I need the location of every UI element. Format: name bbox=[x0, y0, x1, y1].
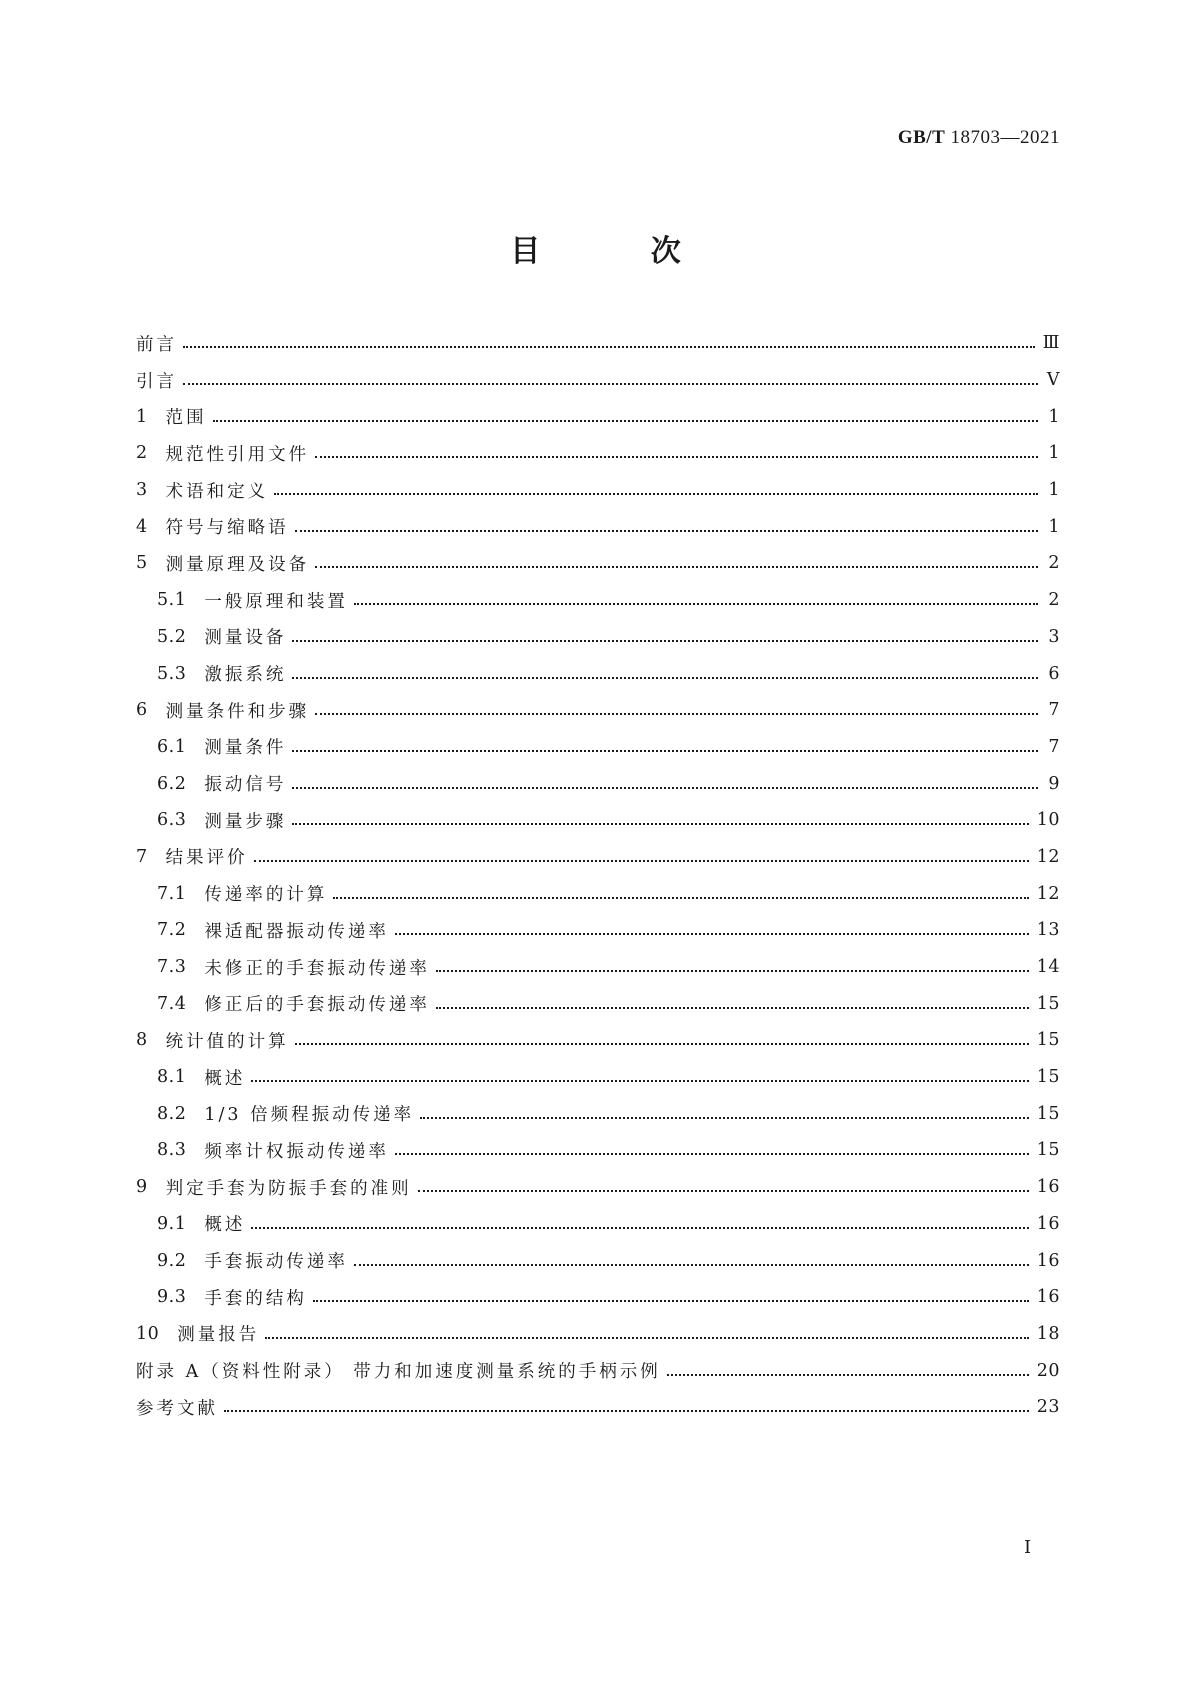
toc-entry-page: 15 bbox=[1036, 1030, 1060, 1051]
toc-entry-page: 15 bbox=[1036, 993, 1060, 1014]
toc-dot-leader bbox=[292, 677, 1038, 679]
toc-dot-leader bbox=[395, 1153, 1029, 1155]
toc-entry-label: 测量步骤 bbox=[204, 811, 287, 832]
toc-dot-leader bbox=[354, 603, 1038, 605]
toc-entry-number: 4 bbox=[136, 516, 148, 537]
toc-dot-leader bbox=[420, 1117, 1029, 1119]
toc-entry-page: 7 bbox=[1048, 736, 1060, 757]
toc-entry[interactable] bbox=[136, 765, 1060, 802]
toc-dot-leader bbox=[292, 640, 1038, 642]
toc-dot-leader bbox=[292, 823, 1028, 825]
toc-entry-page: 18 bbox=[1036, 1323, 1060, 1344]
toc-entry[interactable] bbox=[136, 508, 1060, 545]
toc-dot-leader bbox=[295, 1043, 1029, 1045]
toc-entry-label: 统计值的计算 bbox=[165, 1031, 289, 1052]
toc-dot-leader bbox=[667, 1374, 1029, 1376]
toc-entry-page: 16 bbox=[1036, 1250, 1060, 1271]
toc-entry-page: 7 bbox=[1048, 700, 1060, 721]
toc-entry-number: 9.2 bbox=[157, 1250, 187, 1271]
toc-entry-label: 一般原理和装置 bbox=[204, 591, 348, 612]
toc-entry[interactable] bbox=[136, 875, 1060, 912]
toc-entry-number: 7.4 bbox=[157, 993, 187, 1014]
standard-code bbox=[898, 127, 1060, 149]
toc-entry-label: 规范性引用文件 bbox=[165, 444, 310, 465]
toc-entry-number: 3 bbox=[136, 480, 148, 501]
toc-dot-leader bbox=[436, 970, 1029, 972]
toc-dot-leader bbox=[292, 787, 1038, 789]
toc-dot-leader bbox=[436, 1007, 1029, 1009]
toc-entry-page: 1 bbox=[1048, 406, 1060, 427]
toc-entry-number: 6.3 bbox=[157, 810, 187, 831]
toc-entry-page: 1 bbox=[1048, 480, 1060, 501]
toc-entry-label: 符号与缩略语 bbox=[165, 518, 289, 539]
standard-code-prefix: GB/T bbox=[897, 127, 946, 148]
toc-entry-number: 2 bbox=[136, 443, 148, 464]
toc-entry[interactable] bbox=[136, 655, 1060, 692]
toc-entry-number: 7.3 bbox=[157, 957, 187, 978]
toc-dot-leader bbox=[292, 750, 1038, 752]
toc-dot-leader bbox=[251, 1227, 1028, 1229]
toc-entry[interactable] bbox=[136, 729, 1060, 766]
toc-entry-number: 6 bbox=[136, 700, 148, 721]
toc-entry-page: 16 bbox=[1036, 1287, 1060, 1308]
toc-entry-page: 16 bbox=[1036, 1177, 1060, 1198]
toc-entry-number: 7.2 bbox=[157, 920, 187, 941]
toc-entry-label: 概述 bbox=[204, 1068, 246, 1089]
toc-entry[interactable] bbox=[136, 912, 1060, 949]
toc-entry-label: 频率计权振动传递率 bbox=[204, 1141, 389, 1162]
toc-entry-page: 1 bbox=[1048, 443, 1060, 464]
toc-dot-leader bbox=[313, 1300, 1029, 1302]
toc-entry-page: 14 bbox=[1036, 957, 1060, 978]
toc-dot-leader bbox=[315, 713, 1038, 715]
toc-entry-number: 9.3 bbox=[157, 1287, 187, 1308]
toc-entry-number: 8.2 bbox=[157, 1103, 187, 1124]
toc-entry-label: 修正后的手套振动传递率 bbox=[204, 995, 430, 1016]
toc-entry[interactable] bbox=[136, 1279, 1060, 1316]
toc-entry[interactable] bbox=[136, 949, 1060, 986]
toc-entry[interactable] bbox=[136, 692, 1060, 729]
toc-dot-leader bbox=[251, 1080, 1028, 1082]
toc-entry[interactable] bbox=[136, 1389, 1060, 1426]
toc-entry-page: 12 bbox=[1036, 846, 1060, 867]
toc-entry-page: 13 bbox=[1036, 920, 1060, 941]
toc-entry-label: 前言 bbox=[136, 334, 177, 355]
table-of-contents bbox=[136, 325, 1060, 1426]
toc-entry-label: 术语和定义 bbox=[165, 481, 269, 502]
toc-entry-page: 15 bbox=[1036, 1140, 1060, 1161]
toc-entry-number: 5.2 bbox=[157, 626, 187, 647]
toc-entry-label: 引言 bbox=[136, 371, 177, 392]
toc-entry[interactable] bbox=[136, 1059, 1060, 1096]
toc-entry-label: 概述 bbox=[204, 1215, 246, 1236]
toc-entry-number: 8 bbox=[136, 1030, 148, 1051]
toc-entry-label: 测量设备 bbox=[204, 628, 287, 649]
toc-entry-label: 裸适配器振动传递率 bbox=[204, 921, 389, 942]
toc-entry-number: 8.3 bbox=[157, 1140, 187, 1161]
toc-entry-number: 6.2 bbox=[157, 773, 187, 794]
toc-entry[interactable] bbox=[136, 1022, 1060, 1059]
toc-entry-number: 5.3 bbox=[157, 663, 187, 684]
toc-entry-page: 12 bbox=[1036, 883, 1060, 904]
toc-entry-page: 16 bbox=[1036, 1213, 1060, 1234]
toc-dot-leader bbox=[333, 897, 1028, 899]
toc-dot-leader bbox=[315, 566, 1038, 568]
toc-entry-label: 附录 A（资料性附录） 带力和加速度测量系统的手柄示例 bbox=[136, 1362, 661, 1383]
toc-entry-number: 9 bbox=[136, 1177, 148, 1198]
toc-entry[interactable] bbox=[136, 1095, 1060, 1132]
toc-entry-page: 20 bbox=[1036, 1360, 1060, 1381]
toc-entry[interactable] bbox=[136, 1206, 1060, 1243]
toc-entry-page: 3 bbox=[1048, 626, 1060, 647]
toc-entry-page: 15 bbox=[1036, 1067, 1060, 1088]
toc-entry-label: 手套振动传递率 bbox=[204, 1252, 348, 1273]
toc-entry-number: 10 bbox=[136, 1323, 160, 1344]
toc-entry-page: 2 bbox=[1048, 553, 1060, 574]
toc-entry-label: 传递率的计算 bbox=[204, 885, 328, 906]
toc-entry[interactable] bbox=[136, 472, 1060, 509]
toc-entry-label: 振动信号 bbox=[204, 775, 287, 796]
toc-entry[interactable] bbox=[136, 325, 1060, 362]
page-title: 目 次 bbox=[510, 234, 731, 269]
toc-entry[interactable] bbox=[136, 1132, 1060, 1169]
toc-entry-page: Ⅴ bbox=[1046, 370, 1060, 391]
toc-entry-page: 10 bbox=[1036, 810, 1060, 831]
standard-code-number: 18703—2021 bbox=[950, 127, 1060, 148]
toc-entry-page: 9 bbox=[1048, 773, 1060, 794]
toc-entry[interactable] bbox=[136, 435, 1060, 472]
page-number: I bbox=[1024, 1537, 1032, 1558]
toc-entry-number: 8.1 bbox=[157, 1067, 187, 1088]
toc-entry-number: 6.1 bbox=[157, 736, 187, 757]
toc-entry-label: 未修正的手套振动传递率 bbox=[204, 958, 430, 979]
toc-dot-leader bbox=[418, 1190, 1029, 1192]
toc-entry[interactable] bbox=[136, 985, 1060, 1022]
toc-entry-label: 测量原理及设备 bbox=[165, 554, 310, 575]
toc-entry-label: 测量报告 bbox=[177, 1325, 260, 1346]
toc-entry[interactable] bbox=[136, 619, 1060, 656]
toc-dot-leader bbox=[274, 493, 1038, 495]
toc-entry[interactable] bbox=[136, 1242, 1060, 1279]
toc-dot-leader bbox=[183, 346, 1035, 348]
toc-entry-label: 手套的结构 bbox=[204, 1288, 307, 1309]
toc-entry[interactable] bbox=[136, 839, 1060, 876]
toc-entry[interactable] bbox=[136, 1352, 1060, 1389]
toc-entry-page: 2 bbox=[1048, 590, 1060, 611]
toc-entry[interactable] bbox=[136, 802, 1060, 839]
toc-dot-leader bbox=[213, 420, 1038, 422]
toc-entry[interactable] bbox=[136, 398, 1060, 435]
toc-entry-page: 6 bbox=[1048, 663, 1060, 684]
toc-entry-page: Ⅲ bbox=[1042, 333, 1060, 354]
toc-dot-leader bbox=[295, 530, 1038, 532]
toc-entry-number: 5 bbox=[136, 553, 148, 574]
toc-entry[interactable] bbox=[136, 1316, 1060, 1353]
toc-dot-leader bbox=[183, 383, 1038, 385]
toc-entry-label: 范围 bbox=[165, 408, 207, 429]
toc-dot-leader bbox=[265, 1337, 1028, 1339]
toc-entry-number: 7 bbox=[136, 846, 148, 867]
toc-entry-label: 判定手套为防振手套的准则 bbox=[165, 1178, 412, 1199]
toc-entry-label: 1/3 倍频程振动传递率 bbox=[204, 1105, 415, 1126]
toc-entry-number: 7.1 bbox=[157, 883, 187, 904]
toc-entry-page: 1 bbox=[1048, 516, 1060, 537]
toc-dot-leader bbox=[254, 860, 1029, 862]
toc-entry-page: 23 bbox=[1036, 1397, 1060, 1418]
toc-entry[interactable] bbox=[136, 545, 1060, 582]
toc-entry-label: 结果评价 bbox=[165, 848, 248, 869]
toc-entry-label: 参考文献 bbox=[136, 1398, 218, 1419]
toc-dot-leader bbox=[395, 933, 1029, 935]
toc-dot-leader bbox=[224, 1410, 1029, 1412]
toc-entry-number: 5.1 bbox=[157, 590, 187, 611]
toc-entry-label: 测量条件和步骤 bbox=[165, 701, 310, 722]
toc-dot-leader bbox=[354, 1264, 1029, 1266]
toc-entry-number: 1 bbox=[136, 406, 148, 427]
toc-entry-label: 测量条件 bbox=[204, 738, 287, 759]
toc-entry[interactable] bbox=[136, 362, 1060, 399]
toc-entry[interactable] bbox=[136, 582, 1060, 619]
toc-entry-number: 9.1 bbox=[157, 1213, 187, 1234]
toc-dot-leader bbox=[315, 456, 1038, 458]
toc-entry-label: 激振系统 bbox=[204, 665, 287, 686]
toc-entry-page: 15 bbox=[1036, 1103, 1060, 1124]
toc-entry[interactable] bbox=[136, 1169, 1060, 1206]
